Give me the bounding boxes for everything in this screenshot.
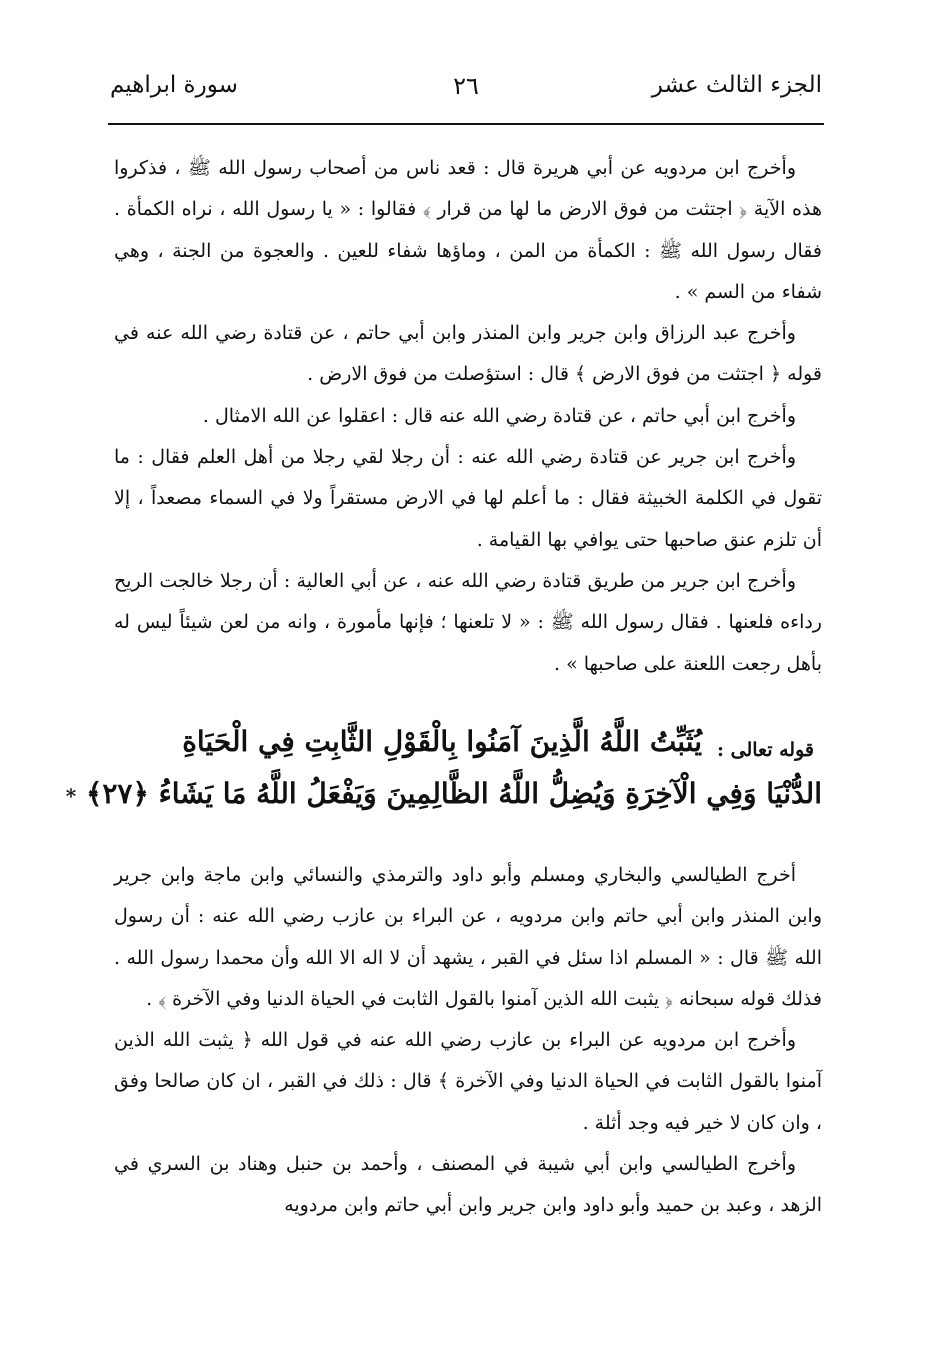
paragraph: وأخرج عبد الرزاق وابن جرير وابن المنذر وابن أبي حاتم ، عن قتادة رضي الله عنه في قوله ﴿ اجتثت من فوق الارض ﴾ قال : استؤصلت من فوق الارض . bbox=[114, 322, 822, 386]
surah-title: سورة ابراهيم bbox=[110, 72, 238, 98]
verse-line-2 bbox=[66, 777, 822, 810]
verse-star: * bbox=[65, 784, 77, 808]
part-title: الجزء الثالث عشر bbox=[651, 72, 822, 98]
verse-line-1: يُثَبِّتُ اللَّهُ الَّذِينَ آمَنُوا بِالْقَوْلِ الثَّابِتِ فِي الْحَيَاةِ bbox=[182, 725, 702, 758]
verse-line-2-text: الدُّنْيَا وَفِي الْآخِرَةِ وَيُضِلُّ اللَّهُ الظَّالِمِينَ وَيَفْعَلُ اللَّهُ مَا يَشَاءُ ﴿٢٧﴾ bbox=[85, 777, 822, 810]
commentary-block-1 bbox=[114, 148, 822, 685]
paragraph: وأخرج ابن جرير من طريق قتادة رضي الله عنه ، عن أبي العالية : أن رجلا خالجت الريح رداءه فلعنها . فقال رسول الله ﷺ : « لا تلعنها ؛ فإنها مأمورة ، وانه من لعن شيئاً ليس له بأهل رجعت اللعنة على صاحبها » . bbox=[114, 569, 822, 675]
paragraph: وأخرج ابن مردويه عن أبي هريرة قال : قعد ناس من أصحاب رسول الله ﷺ ، فذكروا هذه الآية ﴿ اجتثت من فوق الارض ما لها من قرار ﴾ فقالوا : « يا رسول الله ، نراه الكمأة . فقال رسول الله ﷺ : الكمأة من المن ، وماؤها شفاء للعين . والعجوة من الجنة ، وهي شفاء من السم » . bbox=[114, 157, 822, 303]
commentary-block-2 bbox=[114, 855, 822, 1227]
paragraph: وأخرج الطيالسي وابن أبي شيبة في المصنف ، وأحمد بن حنبل وهناد بن السري في الزهد ، وعبد بن حميد وأبو داود وابن جرير وابن أبي حاتم وابن مردويه bbox=[114, 1153, 822, 1217]
paragraph: وأخرج ابن جرير عن قتادة رضي الله عنه : أن رجلا لقي رجلا من أهل العلم فقال : ما تقول في الكلمة الخبيثة فقال : ما أعلم لها في الارض مستقراً ولا في السماء مصعداً ، إلا أن تلزم عنق صاحبها حتى يوافي بها القيامة . bbox=[114, 446, 823, 551]
paragraph: وأخرج ابن أبي حاتم ، عن قتادة رضي الله عنه قال : اعقلوا عن الله الامثال . bbox=[202, 404, 796, 427]
paragraph: وأخرج ابن مردويه عن البراء بن عازب رضي الله عنه في قول الله ﴿ يثبت الله الذين آمنوا بالقول الثابت في الحياة الدنيا وفي الآخرة ﴾ قال : ذلك في القبر ، ان كان صالحا وفق ، وان كان لا خير فيه وجد أثلة . bbox=[114, 1029, 822, 1134]
paragraph: أخرج الطيالسي والبخاري ومسلم وأبو داود والترمذي والنسائي وابن ماجة وابن جرير وابن المنذر وابن أبي حاتم وابن مردويه ، عن البراء بن عازب رضي الله عنه : أن رسول الله ﷺ قال : « المسلم اذا سئل في القبر ، يشهد أن لا اله الا الله وأن محمدا رسول الله . فذلك قوله سبحانه ﴿ يثبت الله الذين آمنوا بالقول الثابت في الحياة الدنيا وفي الآخرة ﴾ . bbox=[114, 864, 822, 1010]
page-header bbox=[110, 72, 822, 112]
verse-label: قوله تعالى : bbox=[717, 739, 814, 761]
page-number: ٢٦ bbox=[453, 72, 479, 100]
header-rule bbox=[108, 123, 824, 125]
verse-block bbox=[65, 717, 822, 829]
